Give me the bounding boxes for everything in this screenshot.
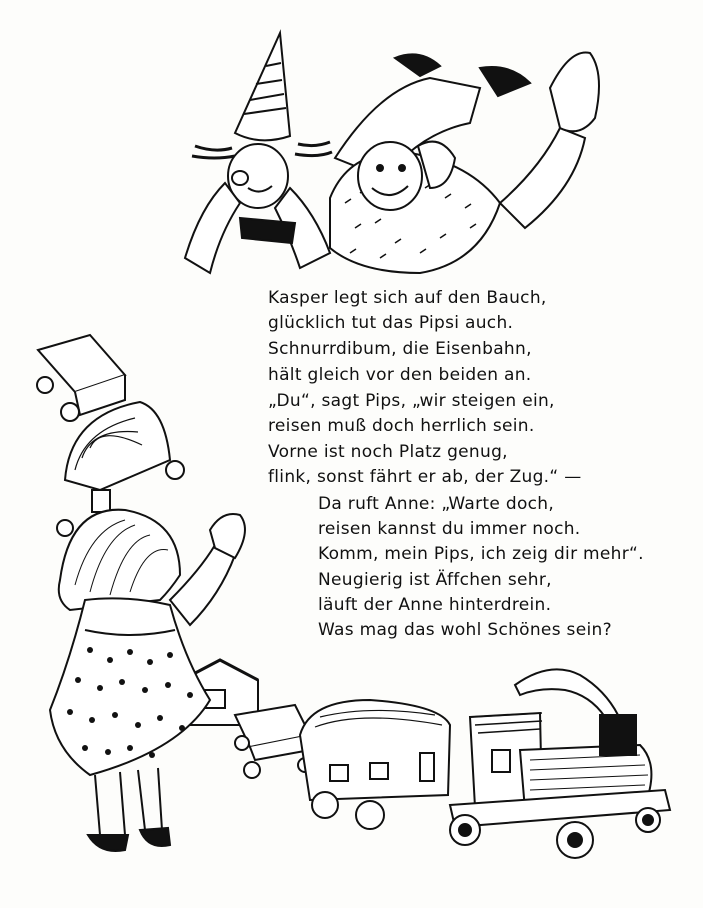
poem-line-5: „Du“, sagt Pips, „wir steigen ein, [268, 391, 555, 411]
poem-line-11: Komm, mein Pips, ich zeig dir mehr“. [318, 544, 644, 564]
poem-line-2: glücklich tut das Pipsi auch. [268, 313, 514, 333]
poem-line-8: flink, sonst fährt er ab, der Zug.“ — [268, 467, 582, 487]
poem-line-7: Vorne ist noch Platz genug, [268, 442, 508, 462]
poem-line-12: Neugierig ist Äffchen sehr, [318, 570, 552, 590]
poem-line-4: hält gleich vor den beiden an. [268, 365, 532, 385]
poem-line-14: Was mag das wohl Schönes sein? [318, 620, 612, 640]
poem-line-6: reisen muß doch herrlich sein. [268, 416, 535, 436]
poem-line-10: reisen kannst du immer noch. [318, 519, 581, 539]
poem-line-1: Kasper legt sich auf den Bauch, [268, 288, 547, 308]
poem-line-3: Schnurrdibum, die Eisenbahn, [268, 339, 532, 359]
poem-line-9: Da ruft Anne: „Warte doch, [318, 494, 555, 514]
poem-line-13: läuft der Anne hinterdrein. [318, 595, 552, 615]
